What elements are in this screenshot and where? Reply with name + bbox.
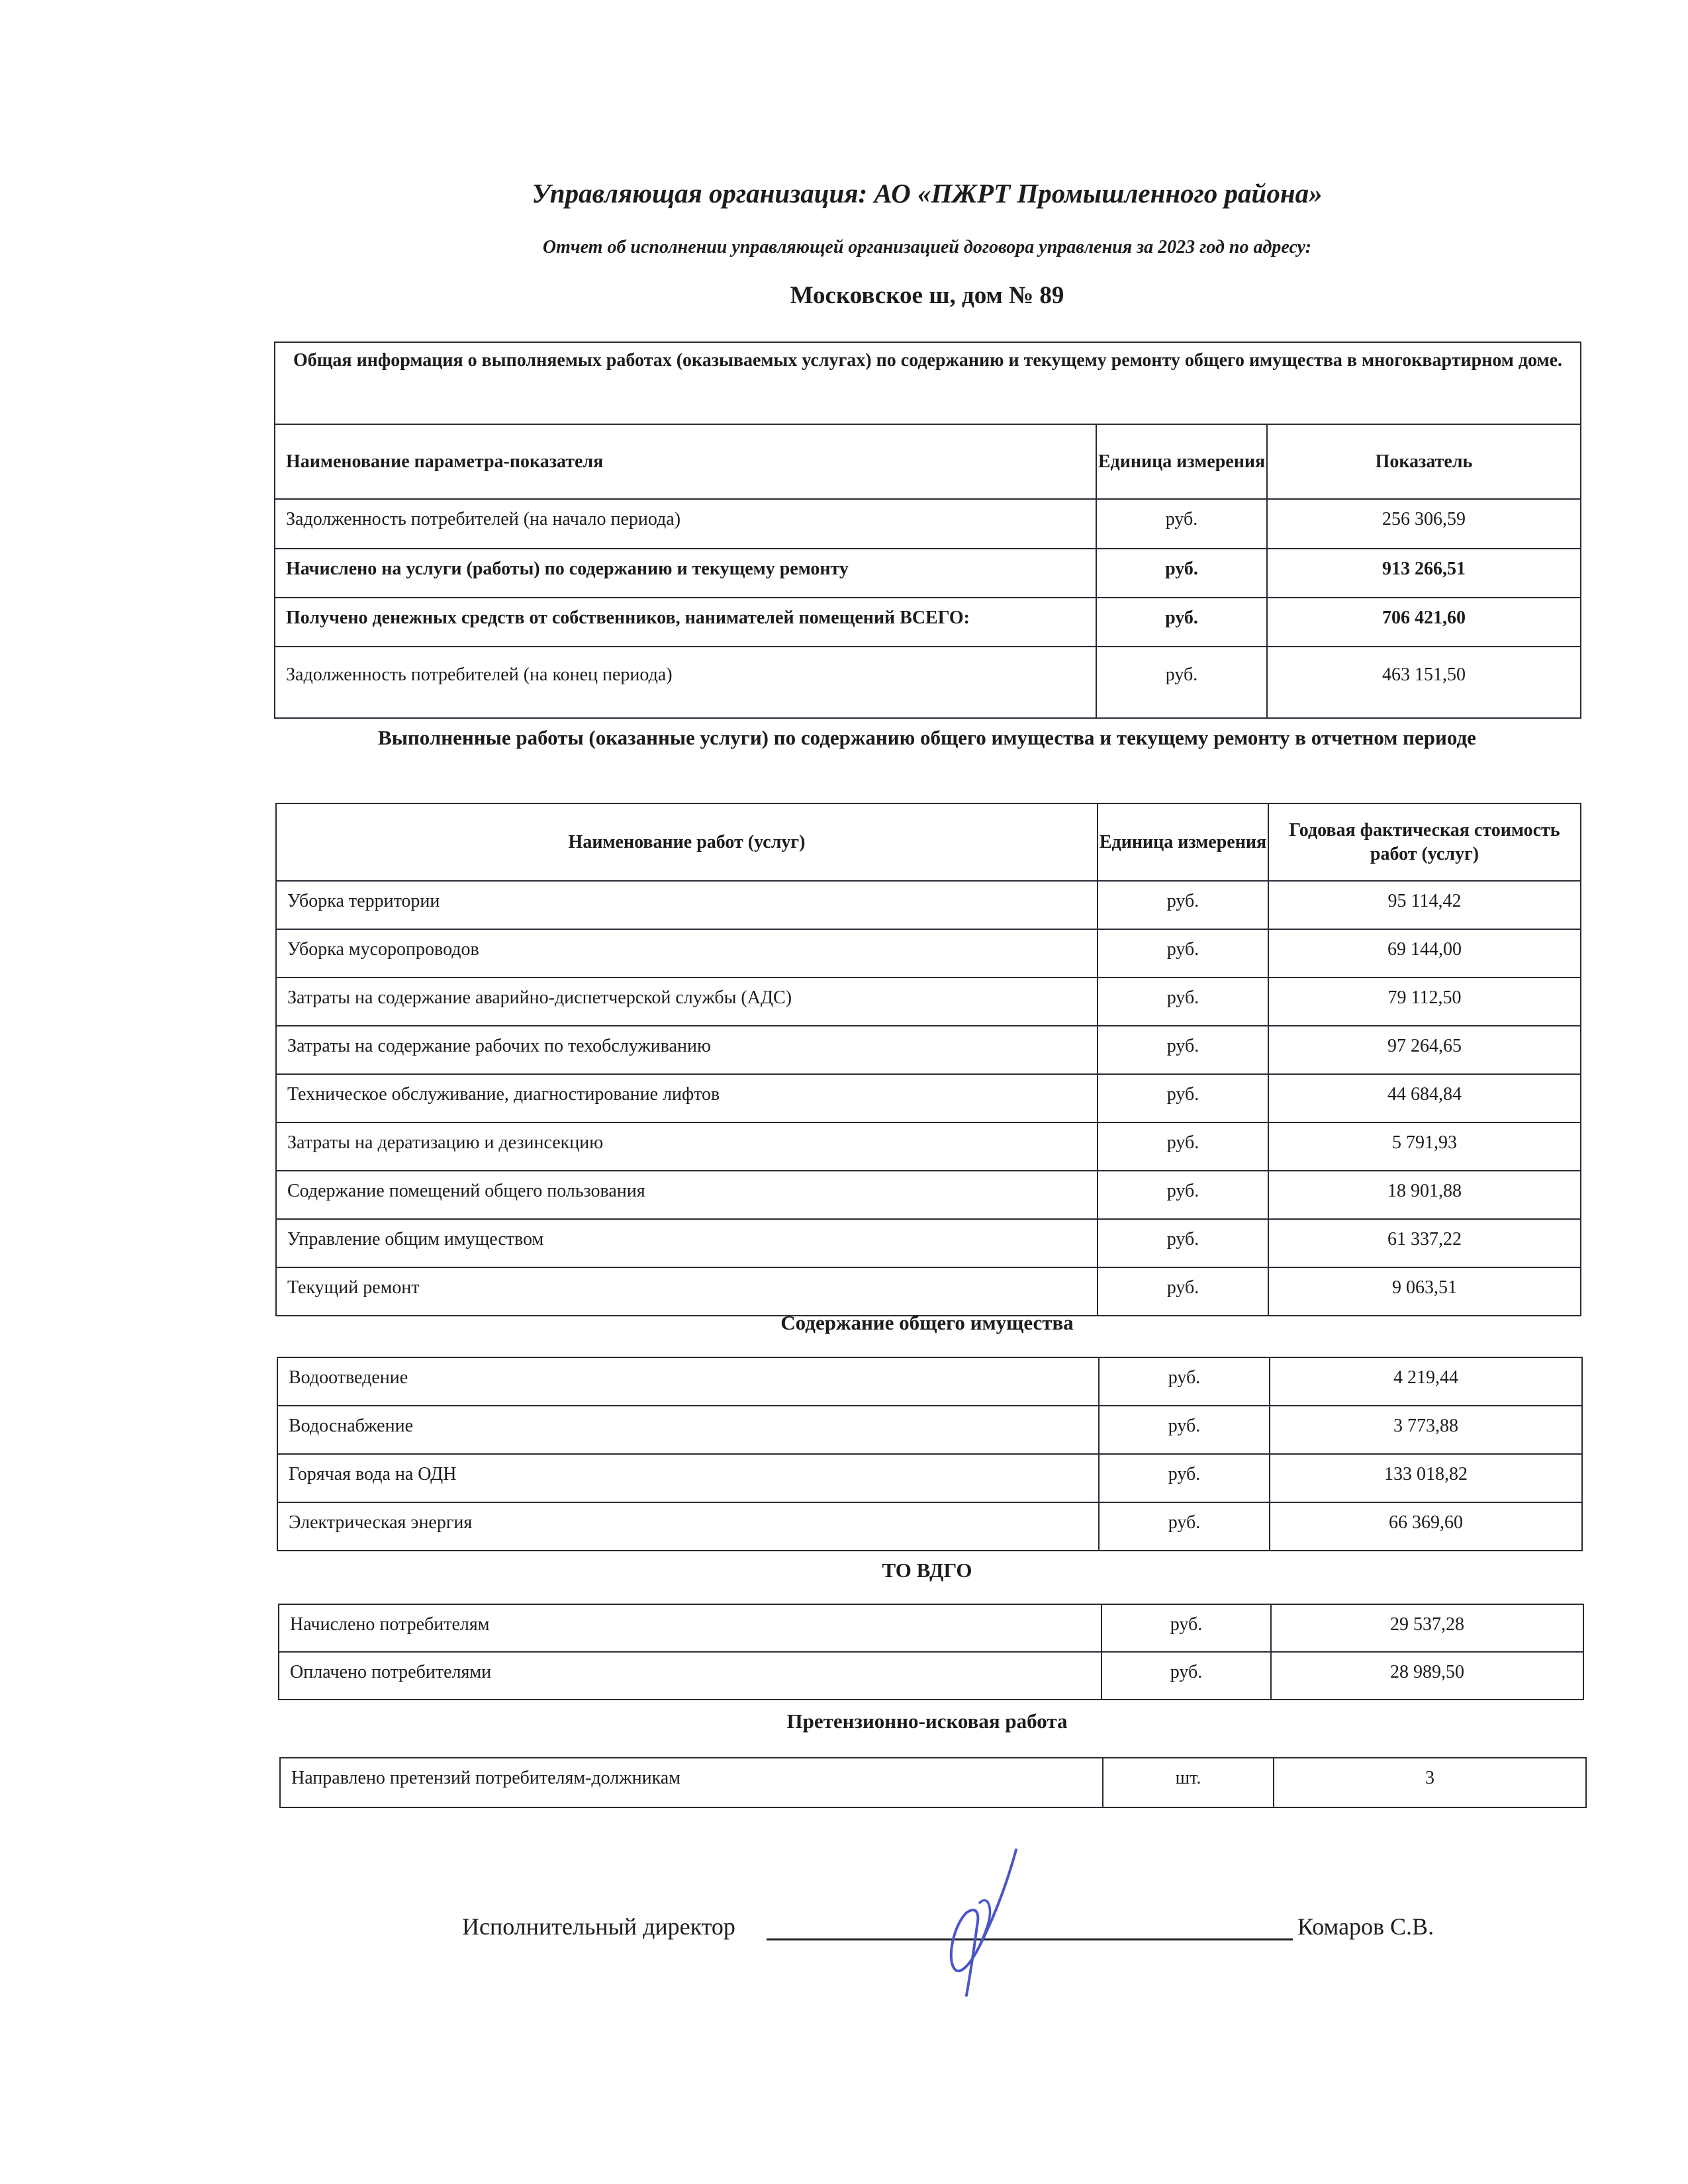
column-header-work-name: Наименование работ (услуг) — [276, 803, 1098, 881]
organization-title: Управляющая организация: АО «ПЖРТ Промышленного района» — [532, 178, 1323, 208]
row-name: Затраты на содержание аварийно-диспетчерской службы (АДС) — [276, 978, 1098, 1026]
row-unit: руб. — [1098, 881, 1268, 929]
claims-table — [279, 1757, 1587, 1808]
row-value: 69 144,00 — [1268, 929, 1581, 978]
table-row — [277, 1406, 1582, 1454]
table-row — [276, 1171, 1581, 1219]
table-row — [277, 1454, 1582, 1502]
column-header-unit: Единица измерения — [1096, 424, 1267, 499]
row-unit: руб. — [1102, 1604, 1271, 1652]
general-info-table — [274, 341, 1581, 719]
row-unit: руб. — [1098, 1267, 1268, 1316]
row-name: Задолженность потребителей (на начало периода) — [275, 499, 1096, 549]
row-name: Горячая вода на ОДН — [277, 1454, 1099, 1502]
vdgo-heading: ТО ВДГО — [882, 1559, 972, 1582]
table-row — [279, 1604, 1583, 1652]
row-value: 66 369,60 — [1270, 1502, 1582, 1551]
column-header-unit: Единица измерения — [1098, 803, 1268, 881]
row-value: 97 264,65 — [1268, 1026, 1581, 1074]
row-value: 44 684,84 — [1268, 1074, 1581, 1122]
row-unit: руб. — [1096, 647, 1267, 718]
table-row — [275, 598, 1581, 647]
table-row — [276, 1026, 1581, 1074]
row-name: Направлено претензий потребителям-должникам — [280, 1758, 1103, 1807]
row-name: Текущий ремонт — [276, 1267, 1098, 1316]
row-name: Задолженность потребителей (на конец периода) — [275, 647, 1096, 718]
row-unit: руб. — [1099, 1406, 1270, 1454]
row-value: 3 — [1274, 1758, 1586, 1807]
row-name: Водоснабжение — [277, 1406, 1099, 1454]
table-row — [277, 1502, 1582, 1551]
row-value: 95 114,42 — [1268, 881, 1581, 929]
row-unit: руб. — [1096, 598, 1267, 647]
table-header-row — [276, 803, 1581, 881]
row-name: Начислено потребителям — [279, 1604, 1102, 1652]
row-value: 913 266,51 — [1267, 549, 1581, 598]
row-value: 463 151,50 — [1267, 647, 1581, 718]
row-name: Управление общим имуществом — [276, 1219, 1098, 1267]
row-name: Техническое обслуживание, диагностирование лифтов — [276, 1074, 1098, 1122]
row-unit: руб. — [1098, 1171, 1268, 1219]
row-unit: руб. — [1099, 1357, 1270, 1406]
works-table — [275, 803, 1581, 1316]
handwritten-signature-icon — [914, 1846, 1046, 1999]
row-value: 28 989,50 — [1271, 1652, 1583, 1700]
table-row — [276, 881, 1581, 929]
table-row — [275, 647, 1581, 718]
row-unit: руб. — [1098, 1122, 1268, 1171]
table-row — [275, 549, 1581, 598]
row-value: 133 018,82 — [1270, 1454, 1582, 1502]
table-row — [277, 1357, 1582, 1406]
row-value: 18 901,88 — [1268, 1171, 1581, 1219]
column-header-value: Показатель — [1267, 424, 1581, 499]
row-name: Уборка территории — [276, 881, 1098, 929]
row-unit: руб. — [1098, 1074, 1268, 1122]
row-name: Электрическая энергия — [277, 1502, 1099, 1551]
row-unit: руб. — [1098, 1026, 1268, 1074]
vdgo-table — [278, 1604, 1584, 1700]
row-value: 79 112,50 — [1268, 978, 1581, 1026]
column-header-annual-cost: Годовая фактическая стоимость работ (услуг) — [1268, 803, 1581, 881]
row-unit: руб. — [1098, 929, 1268, 978]
row-name: Начислено на услуги (работы) по содержанию и текущему ремонту — [275, 549, 1096, 598]
table-row — [276, 1074, 1581, 1122]
row-value: 3 773,88 — [1270, 1406, 1582, 1454]
signatory-name: Комаров С.В. — [1297, 1913, 1434, 1940]
row-name: Содержание помещений общего пользования — [276, 1171, 1098, 1219]
table-row — [276, 978, 1581, 1026]
row-unit: руб. — [1102, 1652, 1271, 1700]
row-value: 706 421,60 — [1267, 598, 1581, 647]
works-heading: Выполненные работы (оказанные услуги) по содержанию общего имущества и текущему ремонту в отчетном периоде — [378, 726, 1476, 749]
column-header-parameter: Наименование параметра-показателя — [275, 424, 1096, 499]
row-value: 5 791,93 — [1268, 1122, 1581, 1171]
row-unit: руб. — [1098, 1219, 1268, 1267]
row-name: Уборка мусоропроводов — [276, 929, 1098, 978]
row-name: Оплачено потребителями — [279, 1652, 1102, 1700]
row-name: Затраты на содержание рабочих по техобслуживанию — [276, 1026, 1098, 1074]
row-name: Затраты на дератизацию и дезинсекцию — [276, 1122, 1098, 1171]
table-row — [276, 1122, 1581, 1171]
table-caption-row — [275, 342, 1581, 424]
row-unit: руб. — [1098, 978, 1268, 1026]
row-name: Получено денежных средств от собственников, нанимателей помещений ВСЕГО: — [275, 598, 1096, 647]
table-row — [279, 1652, 1583, 1700]
claims-heading: Претензионно-исковая работа — [786, 1709, 1068, 1733]
row-unit: руб. — [1099, 1454, 1270, 1502]
row-name: Водоотведение — [277, 1357, 1099, 1406]
common-property-table — [277, 1357, 1583, 1551]
report-subtitle: Отчет об исполнении управляющей организацией договора управления за 2023 год по адресу: — [542, 237, 1312, 257]
building-address: Московское ш, дом № 89 — [790, 282, 1064, 309]
signatory-position: Исполнительный директор — [462, 1913, 735, 1940]
table-header-row — [275, 424, 1581, 499]
row-value: 4 219,44 — [1270, 1357, 1582, 1406]
row-unit: шт. — [1103, 1758, 1274, 1807]
row-value: 256 306,59 — [1267, 499, 1581, 549]
table-row — [276, 929, 1581, 978]
row-value: 9 063,51 — [1268, 1267, 1581, 1316]
table-row — [276, 1219, 1581, 1267]
row-unit: руб. — [1099, 1502, 1270, 1551]
table-row — [280, 1758, 1586, 1807]
row-unit: руб. — [1096, 499, 1267, 549]
table-row — [275, 499, 1581, 549]
row-value: 29 537,28 — [1271, 1604, 1583, 1652]
row-value: 61 337,22 — [1268, 1219, 1581, 1267]
row-unit: руб. — [1096, 549, 1267, 598]
general-info-caption: Общая информация о выполняемых работах (оказываемых услугах) по содержанию и текущему ремонту общего имущества в многоквартирном доме. — [275, 342, 1581, 424]
common-property-heading: Содержание общего имущества — [780, 1311, 1074, 1334]
